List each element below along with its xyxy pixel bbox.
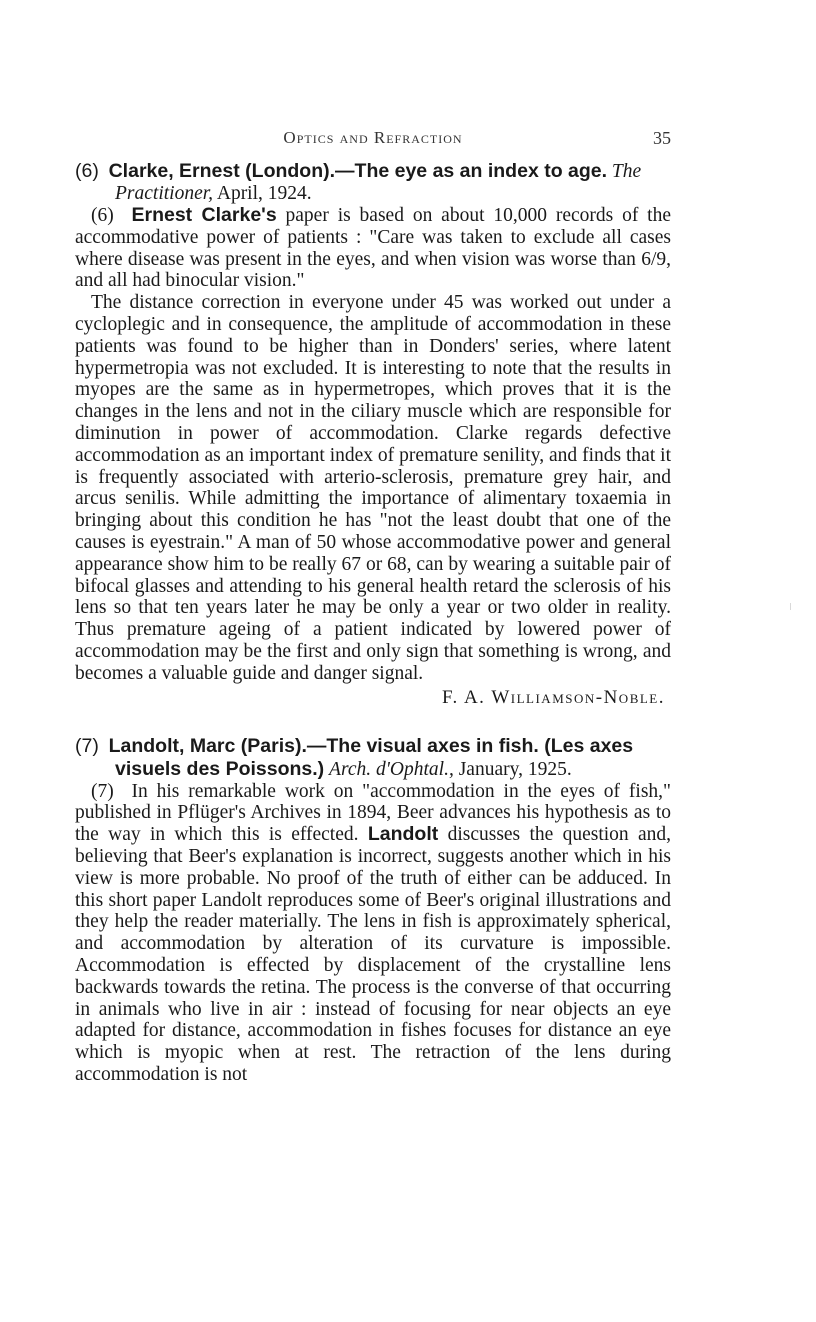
- entry-6-paragraph-2: The distance correction in everyone under 45 was worked out under a cycloplegic and in consequence, the amplitude of accommodation in these patients was found to be higher than in Donders' series, where latent hypermetropia was not excluded. It is interesting to note that the results in myopes are the same as in hypermetropes, which proves that it is the changes in the lens and not in the ciliary muscle which are responsible for diminution in power of accommodation. Clarke regards defective accommodation as an important index of premature senility, and finds that it is frequently associated with arterio-sclerosis, premature grey hair, and arcus senilis. While admitting the importance of alimentary toxaemia in bringing about this condition he has "not the least doubt that one of the causes is eyestrain." A man of 50 whose accommodative power and general appearance show him to be really 67 or 68, can by wearing a suitable pair of bifocal glasses and attending to his general health retard the sclerosis of his lens so that ten years later he may be only a year or two older in reality. Thus premature ageing of a patient indicated by lowered power of accommodation may be the first and only sign that something is wrong, and becomes a valuable guide and danger signal.: [75, 292, 671, 684]
- entry-7-paragraph-1: [75, 781, 671, 1086]
- page-number: 35: [653, 128, 671, 148]
- publication-date: January, 1925.: [458, 758, 572, 780]
- publication-date: April, 1924.: [216, 183, 312, 204]
- reviewer-signature: F. A. Williamson-Noble.: [441, 686, 665, 708]
- author-name: Ernest Clarke's: [131, 204, 277, 226]
- journal-name: Arch. d'Ophtal.,: [329, 758, 454, 780]
- paragraph-text-a: In his remarkable work on "accommodation in the eyes of fish," published in Pflüger's Archives in 1894, Beer advances his hypothesis as to the way in which this is effected.: [75, 780, 671, 846]
- paragraph-number: (7): [91, 780, 114, 802]
- entry-number: (7): [75, 734, 99, 757]
- entry-author-title: Landolt, Marc (Paris).—The visual axes in fish. (Les axes visuels des Poissons.): [108, 734, 634, 780]
- journal-name: The Practitioner,: [115, 161, 642, 204]
- entry-6-paragraph-1: [75, 205, 671, 292]
- page: [75, 128, 671, 1086]
- entry-6-heading: [75, 160, 671, 205]
- author-name: Landolt: [367, 823, 439, 846]
- entry-number: (6): [75, 160, 99, 182]
- entry-author-title: Clarke, Ernest (London).—The eye as an index to age.: [108, 160, 608, 182]
- margin-mark: [790, 603, 791, 610]
- paragraph-text: paper is based on about 10,000 records of the accommodative power of patients : "Care was taken to exclude all cases where disease was present in the eyes, and when vision was worse than 6/9, and all had binocular vision.": [75, 205, 672, 292]
- page-header: [75, 128, 671, 154]
- entry-7-heading: [75, 735, 671, 781]
- running-title: Optics and Refraction: [283, 128, 463, 147]
- paragraph-number: (6): [91, 205, 114, 226]
- section-gap: [75, 709, 671, 735]
- paragraph-text-b: discusses the question and, believing that Beer's explanation is incorrect, suggests another which in his view is more probable. No proof of the truth of either can be adduced. In this short paper Landolt reproduces some of Beer's original illustrations and they help the reader materially. The lens in fish is approximately spherical, and accommodation by alteration of its curvature is impossible. Accommodation is effected by displacement of the crystalline lens backwards towards the retina. The process is the converse of that occurring in animals who live in air : instead of focusing for near objects an eye adapted for distance, accommodation in fishes focuses for distance an eye which is myopic when at rest. The retraction of the lens during accommodation is not: [75, 824, 672, 1085]
